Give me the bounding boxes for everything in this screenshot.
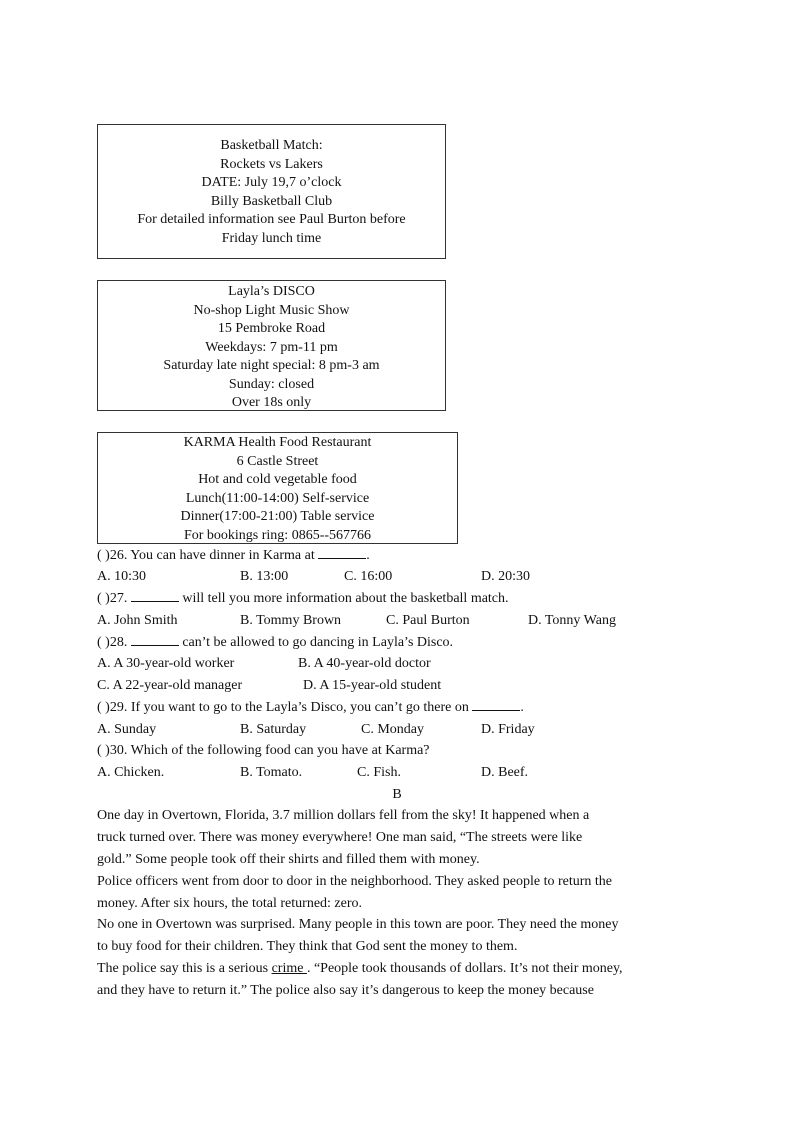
passage-line: money. After six hours, the total returned: zero. [97, 896, 363, 911]
question-30: ( )30. Which of the following food can you have at Karma? [97, 743, 430, 758]
option-b: B. 13:00 [240, 569, 289, 584]
question-text: ( )26. You can have dinner in Karma at [97, 548, 319, 563]
option-b: B. Saturday [240, 722, 307, 737]
question-text: can’t be allowed to go dancing in Layla’s Disco. [178, 635, 454, 650]
option-b: B. Tommy Brown [240, 613, 342, 628]
option-c: C. A 22-year-old manager [97, 678, 243, 693]
notice-line: Basketball Match: [220, 138, 323, 153]
option-a: A. John Smith [97, 613, 178, 628]
question-text: ( )29. If you want to go to the Layla’s Disco, you can’t go there on [97, 700, 473, 715]
option-b: B. Tomato. [240, 765, 303, 780]
option-a: A. A 30-year-old worker [97, 656, 235, 671]
answer-blank [131, 633, 179, 646]
option-b: B. A 40-year-old doctor [298, 656, 431, 671]
answer-blank [318, 546, 366, 559]
option-c: C. 16:00 [344, 569, 393, 584]
question-26 [97, 546, 370, 566]
passage-line: to buy food for their children. They think that God sent the money to them. [97, 939, 518, 954]
answer-blank [472, 698, 520, 711]
option-c: C. Paul Burton [386, 613, 470, 628]
notice-line: Layla’s DISCO [228, 284, 315, 299]
question-27 [97, 589, 509, 609]
passage-line: and they have to return it.” The police also say it’s dangerous to keep the money because [97, 983, 594, 998]
question-text: . [520, 700, 524, 715]
option-d: D. A 15-year-old student [303, 678, 442, 693]
passage-line: One day in Overtown, Florida, 3.7 million dollars fell from the sky! It happened when a [97, 808, 590, 823]
notice-line: DATE: July 19,7 o’clock [201, 175, 342, 190]
option-c: C. Monday [361, 722, 424, 737]
notice-line: No-shop Light Music Show [193, 302, 350, 318]
notice-line: For detailed information see Paul Burton before [137, 212, 406, 227]
option-c: C. Fish. [357, 765, 401, 780]
notice-line: Saturday late night special: 8 pm-3 am [163, 358, 380, 373]
passage-text: The police say this is a serious [97, 961, 272, 976]
disco-notice [97, 280, 446, 411]
passage-line: truck turned over. There was money everywhere! One man said, “The streets were like [97, 830, 583, 845]
question-29 [97, 698, 524, 718]
option-d: D. 20:30 [481, 569, 530, 584]
notice-line: Sunday: closed [228, 376, 315, 392]
question-text: ( )28. [97, 635, 131, 650]
basketball-notice [97, 124, 446, 259]
passage-text: . “People took thousands of dollars. It’s not their money, [306, 961, 623, 976]
passage-line: gold.” Some people took off their shirts and filled them with money. [97, 852, 480, 867]
notice-line: Weekdays: 7 pm-11 pm [205, 339, 338, 355]
passage-line [97, 959, 623, 979]
option-d: D. Tonny Wang [528, 613, 616, 628]
karma-notice [97, 432, 458, 544]
notice-line: Dinner(17:00-21:00) Table service [180, 509, 375, 524]
notice-line: Hot and cold vegetable food [198, 472, 357, 487]
option-d: D. Beef. [481, 765, 529, 780]
question-28 [97, 633, 453, 653]
question-text: ( )27. [97, 591, 131, 606]
section-label: B [392, 787, 402, 802]
notice-line: KARMA Health Food Restaurant [183, 435, 372, 450]
notice-line: Friday lunch time [221, 230, 322, 246]
notice-line: 6 Castle Street [236, 453, 319, 469]
option-d: D. Friday [481, 722, 535, 737]
notice-line: 15 Pembroke Road [217, 321, 326, 336]
notice-line: Billy Basketball Club [210, 193, 333, 209]
notice-line: Over 18s only [231, 395, 312, 410]
question-text: will tell you more information about the basketball match. [178, 591, 509, 606]
passage-line: Police officers went from door to door in the neighborhood. They asked people to return the [97, 874, 613, 889]
underlined-word: crime [271, 961, 307, 976]
notice-line: For bookings ring: 0865--567766 [183, 527, 372, 543]
answer-blank [131, 589, 179, 602]
option-a: A. Sunday [97, 722, 157, 737]
notice-line: Lunch(11:00-14:00) Self-service [185, 490, 370, 506]
notice-line: Rockets vs Lakers [220, 156, 323, 172]
option-a: A. 10:30 [97, 569, 146, 584]
question-text: . [366, 548, 370, 563]
option-a: A. Chicken. [97, 765, 165, 780]
passage-line: No one in Overtown was surprised. Many people in this town are poor. They need the money [97, 917, 619, 932]
